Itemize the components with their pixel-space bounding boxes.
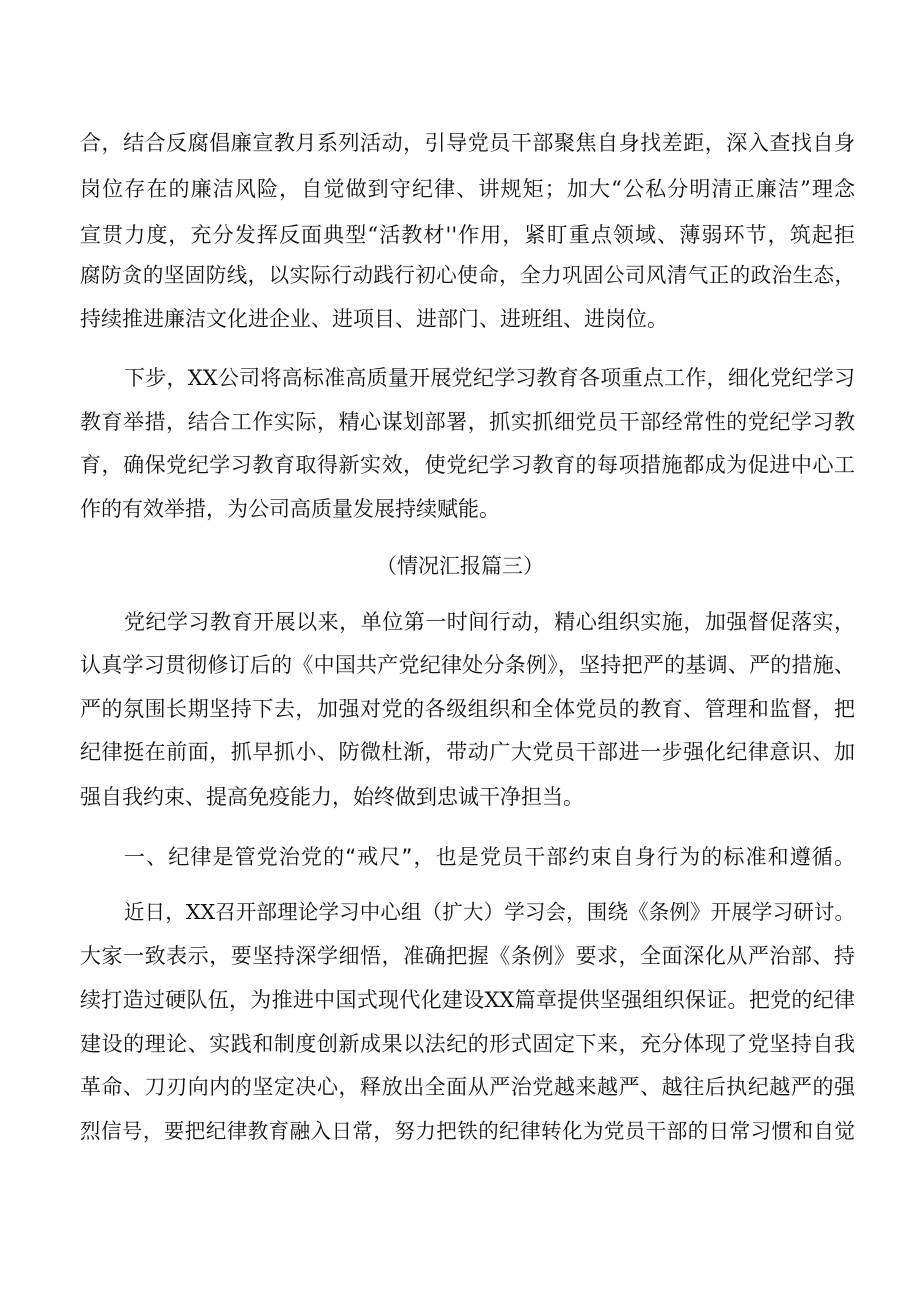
paragraph-3-line-5: 强自我约束、提高免疫能力，始终做到忠诚干净担当。 [80, 785, 584, 809]
paragraph-2-line-4: 作的有效举措，为公司高质量发展持续赋能。 [80, 497, 500, 521]
paragraph-4-line-3: 续打造过硬队伍，为推进中国式现代化建设XX篇章提供坚强组织保证。把党的纪律 [80, 988, 855, 1012]
paragraph-4-line-6: 烈信号，要把纪律教育融入日常，努力把铁的纪律转化为党员干部的日常习惯和自觉 [80, 1119, 855, 1143]
paragraph-3-line-1: 党纪学习教育开展以来，单位第一时间行动，精心组织实施，加强督促落实， [124, 610, 855, 634]
paragraph-4-line-4: 建设的理论、实践和制度创新成果以法纪的形式固定下来，充分体现了党坚持自我 [80, 1032, 855, 1056]
paragraph-2-line-3: 育，确保党纪学习教育取得新实效，使党纪学习教育的每项措施都成为促进中心工 [80, 453, 855, 477]
paragraph-3-line-4: 纪律挺在前面，抓早抓小、防微杜渐，带动广大党员干部进一步强化纪律意识、加 [80, 740, 855, 764]
paragraph-1-line-1: 合，结合反腐倡廉宣教月系列活动，引导党员干部聚焦自身找差距，深入查找自身 [80, 131, 855, 155]
paragraph-3-line-3: 严的氛围长期坚持下去，加强对党的各级组织和全体党员的教育、管理和监督，把 [80, 697, 855, 721]
paragraph-2-line-2: 教育举措，结合工作实际，精心谋划部署，抓实抓细党员干部经常性的党纪学习教 [80, 410, 855, 434]
paragraph-4-line-2: 大家一致表示，要坚持深学细悟，准确把握《条例》要求，全面深化从严治部、持 [80, 944, 855, 968]
paragraph-1-line-4: 腐防贪的坚固防线，以实际行动践行初心使命，全力巩固公司风清气正的政治生态， [80, 263, 855, 287]
paragraph-4-line-5: 革命、刀刃向内的坚定决心，释放出全面从严治党越来越严、越往后执纪越严的强 [80, 1075, 855, 1099]
paragraph-1-line-5: 持续推进廉洁文化进企业、进项目、进部门、进班组、进岗位。 [80, 307, 668, 331]
paragraph-1-line-2: 岗位存在的廉洁风险，自觉做到守纪律、讲规矩；加大“公私分明清正廉洁”理念 [80, 177, 855, 201]
paragraph-1-line-3: 宣贯力度，充分发挥反面典型“活教材''作用，紧盯重点领域、薄弱环节，筑起拒 [80, 223, 855, 247]
paragraph-2-line-1: 下步，XX公司将高标准高质量开展党纪学习教育各项重点工作，细化党纪学习 [124, 366, 855, 390]
paragraph-3-line-2: 认真学习贯彻修订后的《中国共产党纪律处分条例》，坚持把严的基调、严的措施、 [80, 653, 855, 677]
section-heading: （情况汇报篇三） [376, 554, 544, 578]
paragraph-4-line-1: 近日，XX召开部理论学习中心组（扩大）学习会，围绕《条例》开展学习研讨。 [124, 900, 855, 924]
subheading-1: 一、纪律是管党治党的“戒尺”，也是党员干部约束自身行为的标准和遵循。 [124, 845, 855, 869]
